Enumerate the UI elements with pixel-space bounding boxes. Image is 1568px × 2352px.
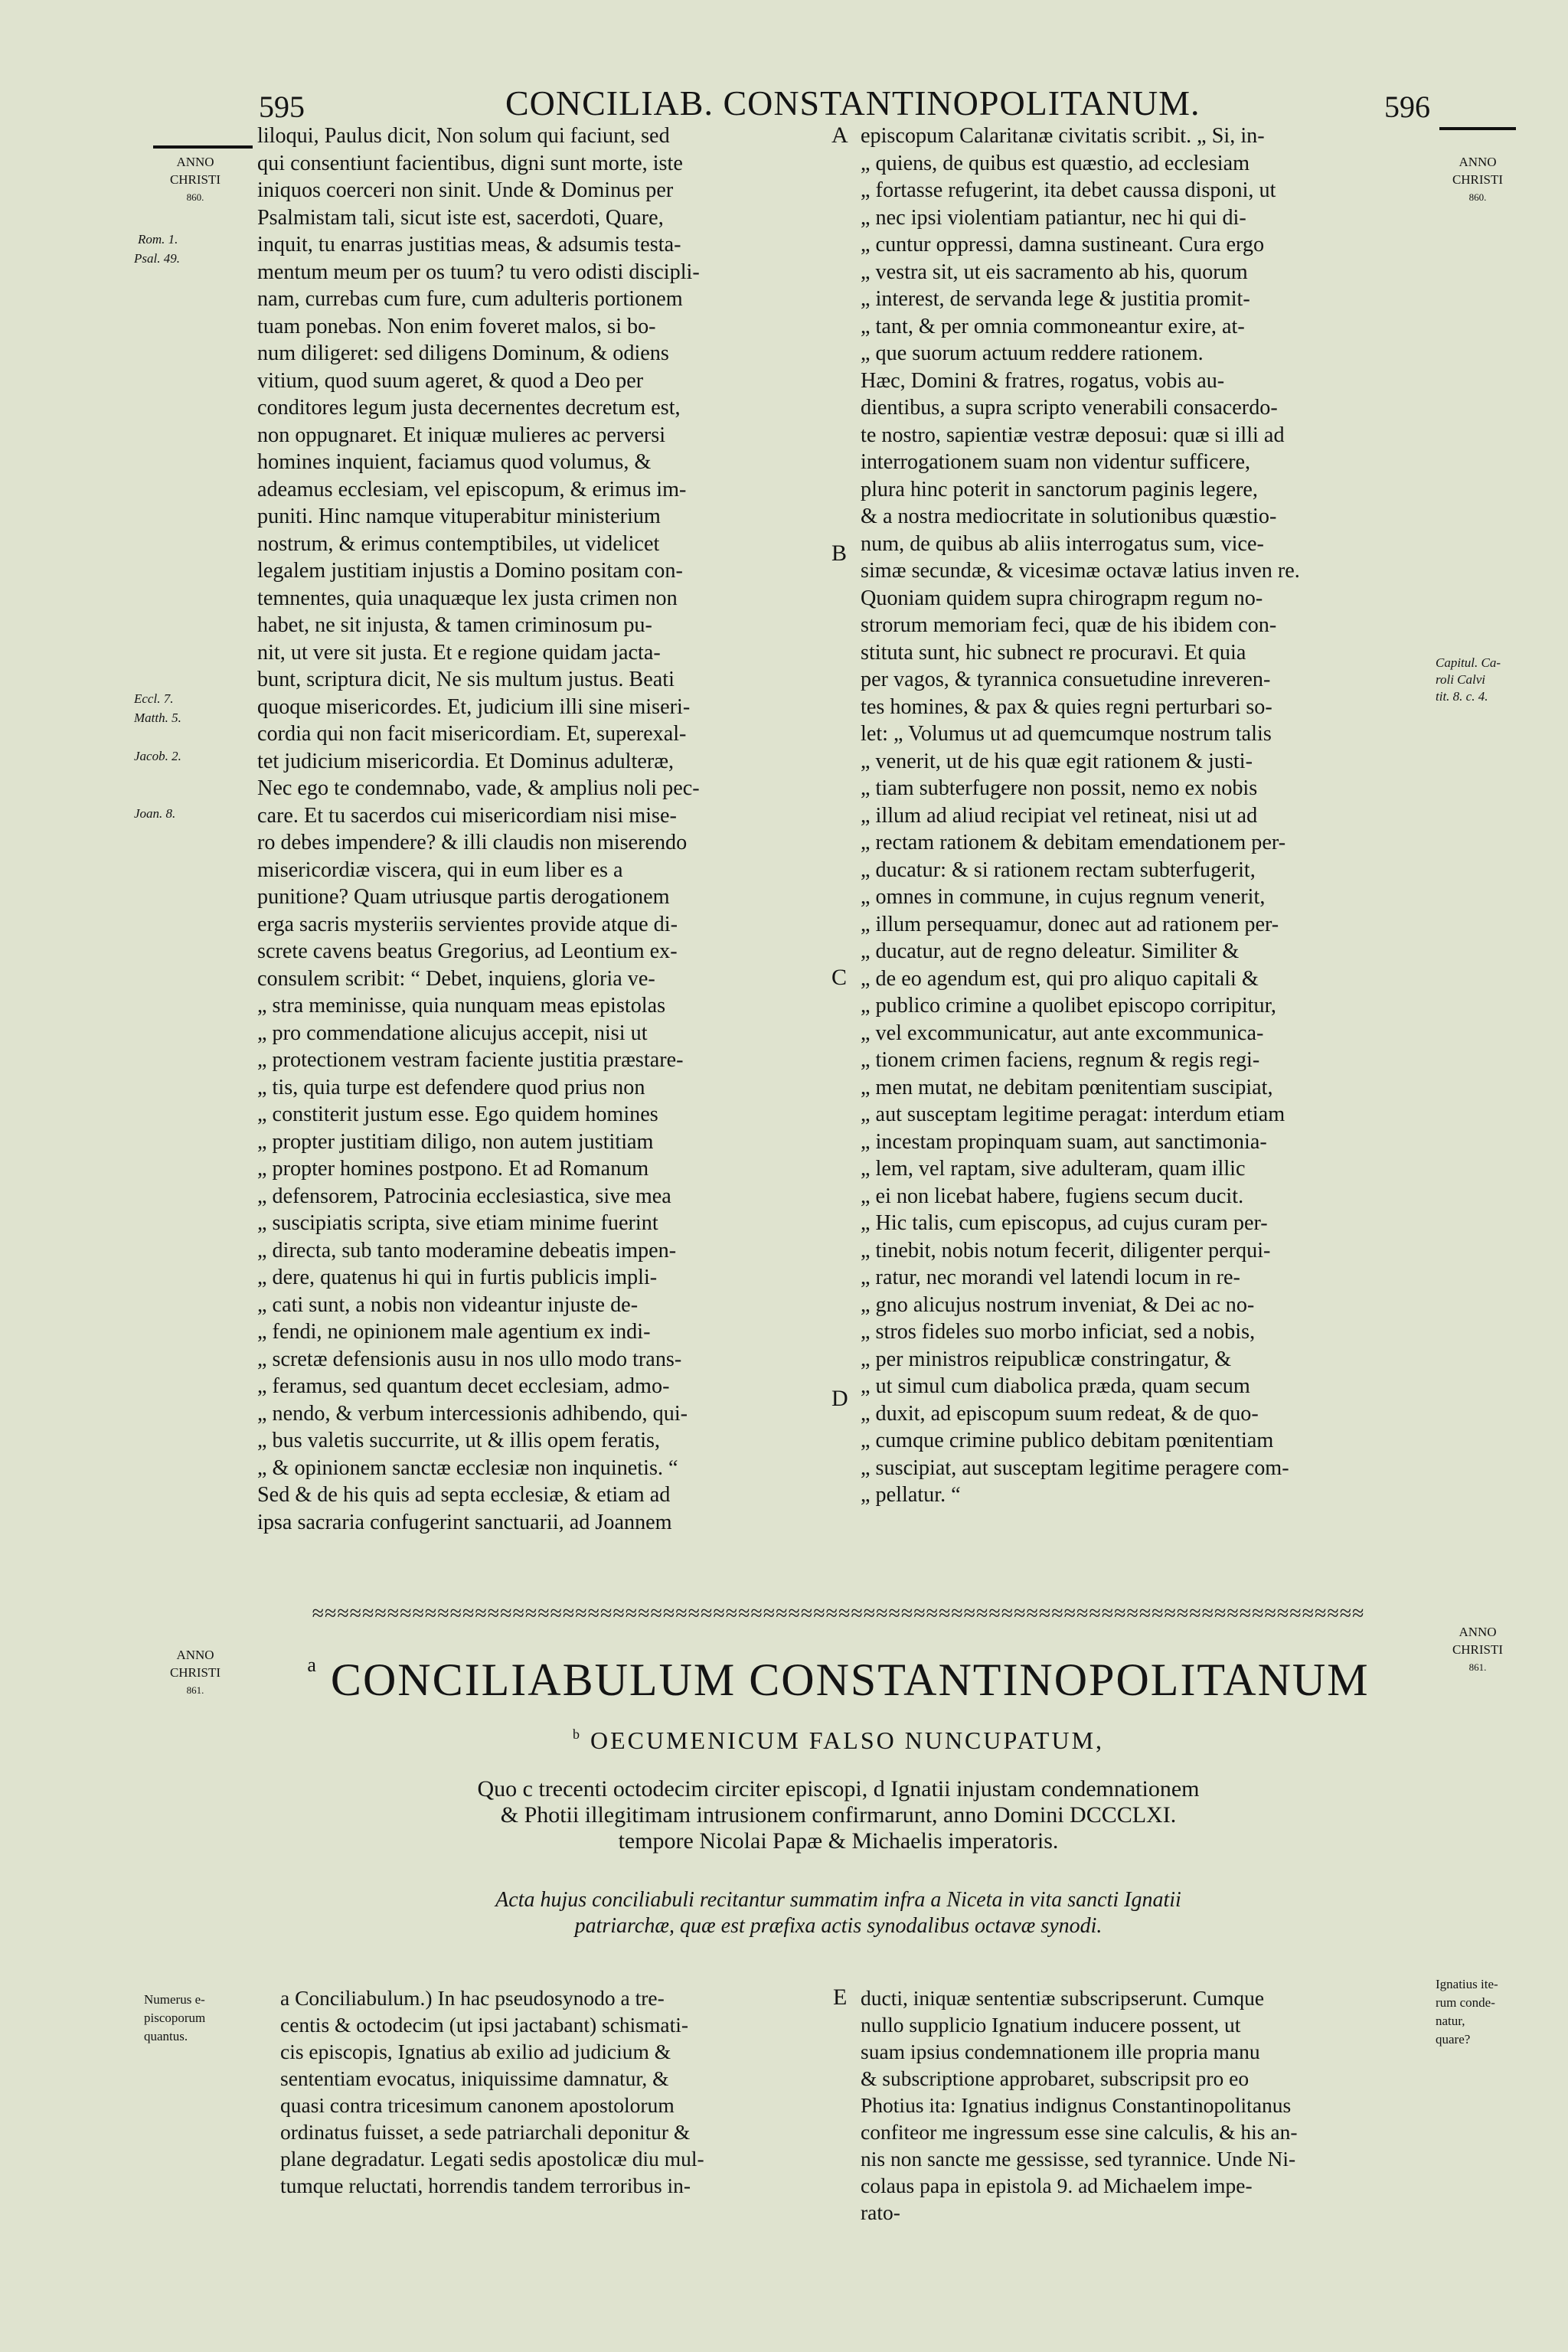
text-line: „ suscipiat, aut susceptam legitime peragere com- — [861, 1455, 1289, 1480]
note-line: suam ipsius condemnationem ille propria manu — [861, 2040, 1260, 2063]
section-letter-d: D — [831, 1386, 848, 1411]
note-line: colaus papa in epistola 9. ad Michaelem impe- — [861, 2174, 1253, 2197]
note-line: nis non sancte me gessisse, sed tyrannice. Unde Ni- — [861, 2147, 1296, 2171]
note-line: plane degradatur. Legati sedis apostolicæ diu mul- — [280, 2147, 704, 2171]
text-line: iniquos coerceri non sinit. Unde & Dominus per — [257, 178, 674, 202]
margin-ref-eccl: Eccl. 7. — [134, 691, 174, 706]
text-line: „ de eo agendum est, qui pro aliquo capitali & — [861, 966, 1259, 991]
text-line: „ feramus, sed quantum decet ecclesiam, admo- — [257, 1374, 670, 1398]
text-line: quoque misericordes. Et, judicium illi sine miseri- — [257, 694, 691, 719]
text-line: „ ratur, nec morandi vel latendi locum in re- — [861, 1266, 1240, 1289]
section-description — [264, 1776, 1413, 1854]
text-line: „ nec ipsi violentiam patiantur, nec hi qui di- — [861, 205, 1246, 230]
text-line: num, de quibus ab aliis interrogatus sum, vice- — [861, 531, 1264, 556]
text-line: Hæc, Domini & fratres, rogatus, vobis au- — [861, 368, 1225, 393]
text-line: „ per ministros reipublicæ constringatur, & — [861, 1347, 1232, 1371]
text-line: „ incestam propinquam suam, aut sanctimonia- — [861, 1129, 1267, 1154]
text-line: inquit, tu enarras justitias meas, & adsumis testa- — [257, 233, 681, 256]
text-line: „ tis, quia turpe est defendere quod prius non — [257, 1075, 645, 1099]
text-line: consulem scribit: “ Debet, inquiens, gloria ve- — [257, 966, 655, 991]
right-column — [861, 122, 1427, 1509]
note-line: cis episcopis, Ignatius ab exilio ad judicium & — [280, 2040, 671, 2063]
text-line: „ bus valetis succurrite, ut & illis opem feratis, — [257, 1429, 661, 1452]
section-letter-c: C — [831, 965, 848, 990]
text-line: „ ducatur, aut de regno deleatur. Similiter & — [861, 939, 1240, 963]
notes-right-column — [861, 1984, 1427, 2226]
text-line: „ ei non licebat habere, fugiens secum ducit. — [861, 1184, 1244, 1208]
margin-note-ignatius: Ignatius ite- rum conde- natur, quare? — [1436, 1977, 1498, 2047]
text-line: „ tionem crimen faciens, regnum & regis regi- — [861, 1048, 1260, 1072]
text-line: „ suscipiatis scripta, sive etiam minime fuerint — [257, 1211, 658, 1235]
text-line: „ aut susceptam legitime peragat: interdum etiam — [861, 1102, 1285, 1126]
section-letter-e: E — [833, 1984, 848, 2010]
text-line: homines inquient, faciamus quod volumus, & — [257, 450, 652, 474]
section-subtitle — [264, 1726, 1413, 1755]
note-line: sententiam evocatus, iniquissime damnatur, & — [280, 2066, 669, 2090]
running-head — [0, 83, 1568, 129]
margin-year-bottom-right: ANNO CHRISTI 861. — [1452, 1625, 1504, 1673]
text-line: „ fortasse refugerint, ita debet caussa disponi, ut — [861, 178, 1276, 202]
text-line: „ men mutat, ne debitam pœnitentiam suscipiat, — [861, 1075, 1273, 1099]
text-line: ro debes impendere? & illi claudis non miserendo — [257, 831, 688, 854]
section-title-text: CONCILIABULUM CONSTANTINOPOLITANUM — [330, 1655, 1370, 1705]
text-line: misericordiæ viscera, qui in eum liber es a — [257, 858, 623, 882]
text-line: qui consentiunt facientibus, digni sunt morte, iste — [257, 151, 683, 175]
text-line: „ tiam subterfugere non possit, nemo ex nobis — [861, 776, 1258, 800]
text-line: „ directa, sub tanto moderamine debeatis impen- — [257, 1238, 677, 1263]
text-line: „ ut simul cum diabolica præda, quam secum — [861, 1374, 1250, 1398]
text-line: vitium, quod suum ageret, & quod a Deo per — [257, 368, 644, 393]
text-line: „ quiens, de quibus est quæstio, ad ecclesiam — [861, 151, 1250, 175]
note-line: quasi contra tricesimum canonem apostolorum — [280, 2093, 675, 2117]
text-line: Nec ego te condemnabo, vade, & amplius noli pec- — [257, 776, 700, 800]
text-line: adeamus ecclesiam, vel episcopum, & erimus im- — [257, 477, 687, 501]
text-line: „ omnes in commune, in cujus regnum venerit, — [861, 885, 1266, 909]
margin-ref-joan: Joan. 8. — [134, 806, 176, 821]
text-line: „ cumque crimine publico debitam pœnitentiam — [861, 1429, 1274, 1452]
text-line: „ venerit, ut de his quæ egit rationem & justi- — [861, 749, 1253, 773]
rule-left — [153, 145, 253, 149]
description-line: Quo c trecenti octodecim circiter episcopi, d Ignatii injustam condemnationem — [477, 1776, 1200, 1802]
text-line: „ lem, vel raptam, sive adulteram, quam illic — [861, 1157, 1246, 1181]
text-line: ipsa sacraria confugerint sanctuarii, ad Joannem — [257, 1510, 672, 1534]
text-line: „ scretæ defensionis ausu in nos ullo modo trans- — [257, 1347, 682, 1371]
acta-line: Acta hujus conciliabuli recitantur summatim infra a Niceta in vita sancti Ignatii — [495, 1888, 1181, 1912]
text-line: episcopum Calaritanæ civitatis scribit. „ Si, in- — [861, 124, 1265, 148]
left-column — [257, 122, 833, 1536]
text-line: „ Hic talis, cum episcopus, ad cujus curam per- — [861, 1211, 1268, 1235]
acta-line: patriarchæ, quæ est præfixa actis synodalibus octavæ synodi. — [574, 1914, 1102, 1938]
text-line: „ rectam rationem & debitam emendationem per- — [861, 831, 1286, 854]
text-line: strorum memoriam feci, quæ de his ibidem con- — [861, 613, 1277, 637]
text-line: habet, ne sit injusta, & tamen criminosum pu- — [257, 613, 652, 637]
text-line: legalem justitiam injustis a Domino positam con- — [257, 559, 683, 583]
text-line: cordia qui non facit misericordiam. Et, superexal- — [257, 722, 687, 746]
text-line: num diligeret: sed diligens Dominum, & odiens — [257, 341, 669, 365]
text-line: „ tant, & per omnia commoneantur exire, at- — [861, 314, 1245, 338]
text-line: „ propter justitiam diligo, non autem justitiam — [257, 1129, 654, 1154]
text-line: temnentes, quia unaquæque lex justa crimen non — [257, 586, 678, 610]
margin-ref-psal: Psal. 49. — [134, 251, 180, 266]
text-line: mentum meum per os tuum? tu vero odisti discipli- — [257, 260, 700, 284]
rule-right — [1439, 127, 1516, 130]
text-line: simæ secundæ, & vicesimæ octavæ latius inven re. — [861, 559, 1300, 583]
text-line: dientibus, a supra scripto venerabili consacerdo- — [861, 396, 1278, 420]
text-line: „ defensorem, Patrocinia ecclesiastica, sive mea — [257, 1184, 671, 1208]
ornamental-divider: ≈≈≈≈≈≈≈≈≈≈≈≈≈≈≈≈≈≈≈≈≈≈≈≈≈≈≈≈≈≈≈≈≈≈≈≈≈≈≈≈≈≈≈≈≈≈≈≈≈≈≈≈≈≈≈≈≈≈≈≈≈≈≈≈≈≈≈≈≈≈≈≈≈≈≈≈≈≈≈≈≈≈≈≈ — [312, 1602, 1365, 1625]
section-letter-a: A — [831, 122, 848, 148]
text-line: stituta sunt, hic subnect re procuravi. Et quia — [861, 640, 1246, 665]
text-line: „ stros fideles suo morbo inficiat, sed a nobis, — [861, 1320, 1256, 1344]
note-line: ordinatus fuisset, a sede patriarchali deponitur & — [280, 2120, 691, 2144]
text-line: „ stra meminisse, quia nunquam meas epistolas — [257, 994, 666, 1018]
text-line: & a nostra mediocritate in solutionibus quæstio- — [861, 505, 1277, 528]
margin-ref-jacob: Jacob. 2. — [134, 749, 181, 763]
text-line: „ vestra sit, ut eis sacramento ab his, quorum — [861, 260, 1248, 284]
text-line: Psalmistam tali, sicut iste est, sacerdoti, Quare, — [257, 205, 664, 230]
running-title: CONCILIAB. CONSTANTINOPOLITANUM. — [505, 83, 1200, 122]
text-line: nam, currebas cum fure, cum adulteris portionem — [257, 287, 683, 311]
text-line: punitione? Quam utriusque partis derogationem — [257, 885, 670, 909]
text-line: „ propter homines postpono. Et ad Romanum — [257, 1157, 649, 1181]
description-line: tempore Nicolai Papæ & Michaelis imperatoris. — [618, 1828, 1059, 1854]
note-line: nullo supplicio Ignatium inducere possent, ut — [861, 2013, 1241, 2037]
text-line: liloqui, Paulus dicit, Non solum qui faciunt, sed — [257, 124, 670, 148]
text-line: „ duxit, ad episcopum suum redeat, & de quo- — [861, 1401, 1259, 1426]
text-line: „ pro commendatione alicujus accepit, nisi ut — [257, 1021, 648, 1045]
note-line: rato- — [861, 2200, 900, 2224]
text-line: interrogationem suam non videntur sufficere, — [861, 450, 1251, 474]
text-line: Quoniam quidem supra chirograpm regum no- — [861, 586, 1263, 610]
text-line: screte cavens beatus Gregorius, ad Leontium ex- — [257, 939, 678, 963]
text-line: tes homines, & pax & quies regni perturbari so- — [861, 694, 1272, 719]
text-line: plura hinc poterit in sanctorum paginis legere, — [861, 477, 1258, 501]
section-subtitle-text: OECUMENICUM FALSO NUNCUPATUM, — [590, 1726, 1105, 1754]
text-line: Sed & de his quis ad septa ecclesiæ, & etiam ad — [257, 1483, 671, 1507]
margin-year-top-left: ANNO CHRISTI 860. — [169, 155, 221, 203]
text-line: „ fendi, ne opinionem male agentium ex indi- — [257, 1320, 651, 1344]
text-line: nit, ut vere sit justa. Et e regione quidam jacta- — [257, 640, 661, 665]
acta-note — [264, 1887, 1413, 1939]
text-line: erga sacris mysteriis servientes provide atque di- — [257, 912, 678, 936]
note-line: a Conciliabulum.) In hac pseudosynodo a tre- — [280, 1986, 665, 2010]
page-number-left: 595 — [259, 90, 305, 124]
note-line: ducti, iniquæ sententiæ subscripserunt. Cumque — [861, 1986, 1265, 2010]
note-line: Photius ita: Ignatius indignus Constantinopolitanus — [861, 2093, 1292, 2117]
notes-left-column — [280, 1984, 831, 2199]
page-number-right: 596 — [1384, 90, 1430, 124]
text-line: tuam ponebas. Non enim foveret malos, si bo- — [257, 314, 656, 338]
text-line: tet judicium misericordia. Et Dominus adulteræ, — [257, 749, 675, 773]
note-line: confiteor me ingressum esse sine calculis, & his an- — [861, 2120, 1298, 2144]
note-line: centis & octodecim (ut ipsi jactabant) schismati- — [280, 2013, 689, 2037]
text-line: „ gno alicujus nostrum inveniat, & Dei ac no- — [861, 1292, 1255, 1317]
text-line: „ pellatur. “ — [861, 1483, 961, 1507]
margin-year-top-right: ANNO CHRISTI 860. — [1452, 155, 1504, 203]
text-line: „ & opinionem sanctæ ecclesiæ non inquinetis. “ — [257, 1455, 678, 1480]
note-line: tumque reluctati, horrendis tandem terroribus in- — [280, 2174, 691, 2197]
text-line: „ publico crimine a quolibet episcopo corripitur, — [861, 994, 1276, 1018]
text-line: „ tinebit, nobis notum fecerit, diligenter perqui- — [861, 1238, 1271, 1263]
title-footnote-mark: a — [307, 1654, 318, 1676]
section-letter-b: B — [831, 541, 848, 566]
margin-ref-rom: Rom. 1. — [138, 232, 178, 247]
text-line: „ protectionem vestram faciente justitia præstare- — [257, 1048, 684, 1072]
margin-note-numerus: Numerus e- piscoporum quantus. — [144, 1992, 206, 2043]
text-line: puniti. Hinc namque vituperabitur ministerium — [257, 505, 661, 528]
margin-ref-matth: Matth. 5. — [134, 710, 181, 725]
description-line: & Photii illegitimam intrusionem confirmarunt, anno Domini DCCCLXI. — [500, 1802, 1177, 1828]
section-title — [264, 1654, 1413, 1707]
text-line: „ illum persequamur, donec aut ad rationem per- — [861, 912, 1279, 936]
subtitle-footnote-mark: b — [572, 1726, 582, 1742]
text-line: „ dere, quatenus hi qui in furtis publicis impli- — [257, 1266, 658, 1289]
text-line: care. Et tu sacerdos cui misericordiam nisi mise- — [257, 803, 677, 828]
text-line: „ cati sunt, a nobis non videantur injuste de- — [257, 1292, 639, 1317]
text-line: „ que suorum actuum reddere rationem. — [861, 341, 1204, 365]
text-line: „ vel excommunicatur, aut ante excommunica- — [861, 1021, 1264, 1045]
text-line: „ constiterit justum esse. Ego quidem homines — [257, 1102, 658, 1126]
text-line: „ interest, de servanda lege & justitia promit- — [861, 287, 1250, 311]
text-line: conditores legum justa decernentes decretum est, — [257, 396, 681, 420]
text-line: „ illum ad aliud recipiat vel retineat, nisi ut ad — [861, 803, 1258, 828]
text-line: te nostro, sapientiæ vestræ deposui: quæ si illi ad — [861, 423, 1285, 447]
margin-ref-capitul: Capitul. Ca- roli Calvi tit. 8. c. 4. — [1436, 655, 1501, 704]
text-line: per vagos, & tyrannica consuetudine inreveren- — [861, 668, 1271, 691]
text-line: nostrum, & erimus contemptibiles, ut videlicet — [257, 531, 660, 556]
text-line: „ cuntur oppressi, damna sustineant. Cura ergo — [861, 233, 1265, 256]
margin-year-bottom-left: ANNO CHRISTI 861. — [169, 1648, 221, 1696]
note-line: & subscriptione approbaret, subscripsit pro eo — [861, 2066, 1250, 2090]
text-line: „ nendo, & verbum intercessionis adhibendo, qui- — [257, 1401, 688, 1426]
text-line: „ ducatur: & si rationem rectam subterfugerit, — [861, 858, 1256, 882]
text-line: non oppugnaret. Et iniquæ mulieres ac perversi — [257, 423, 666, 447]
text-line: bunt, scriptura dicit, Ne sis multum justus. Beati — [257, 668, 675, 691]
text-line: let: „ Volumus ut ad quemcumque nostrum talis — [861, 722, 1272, 746]
